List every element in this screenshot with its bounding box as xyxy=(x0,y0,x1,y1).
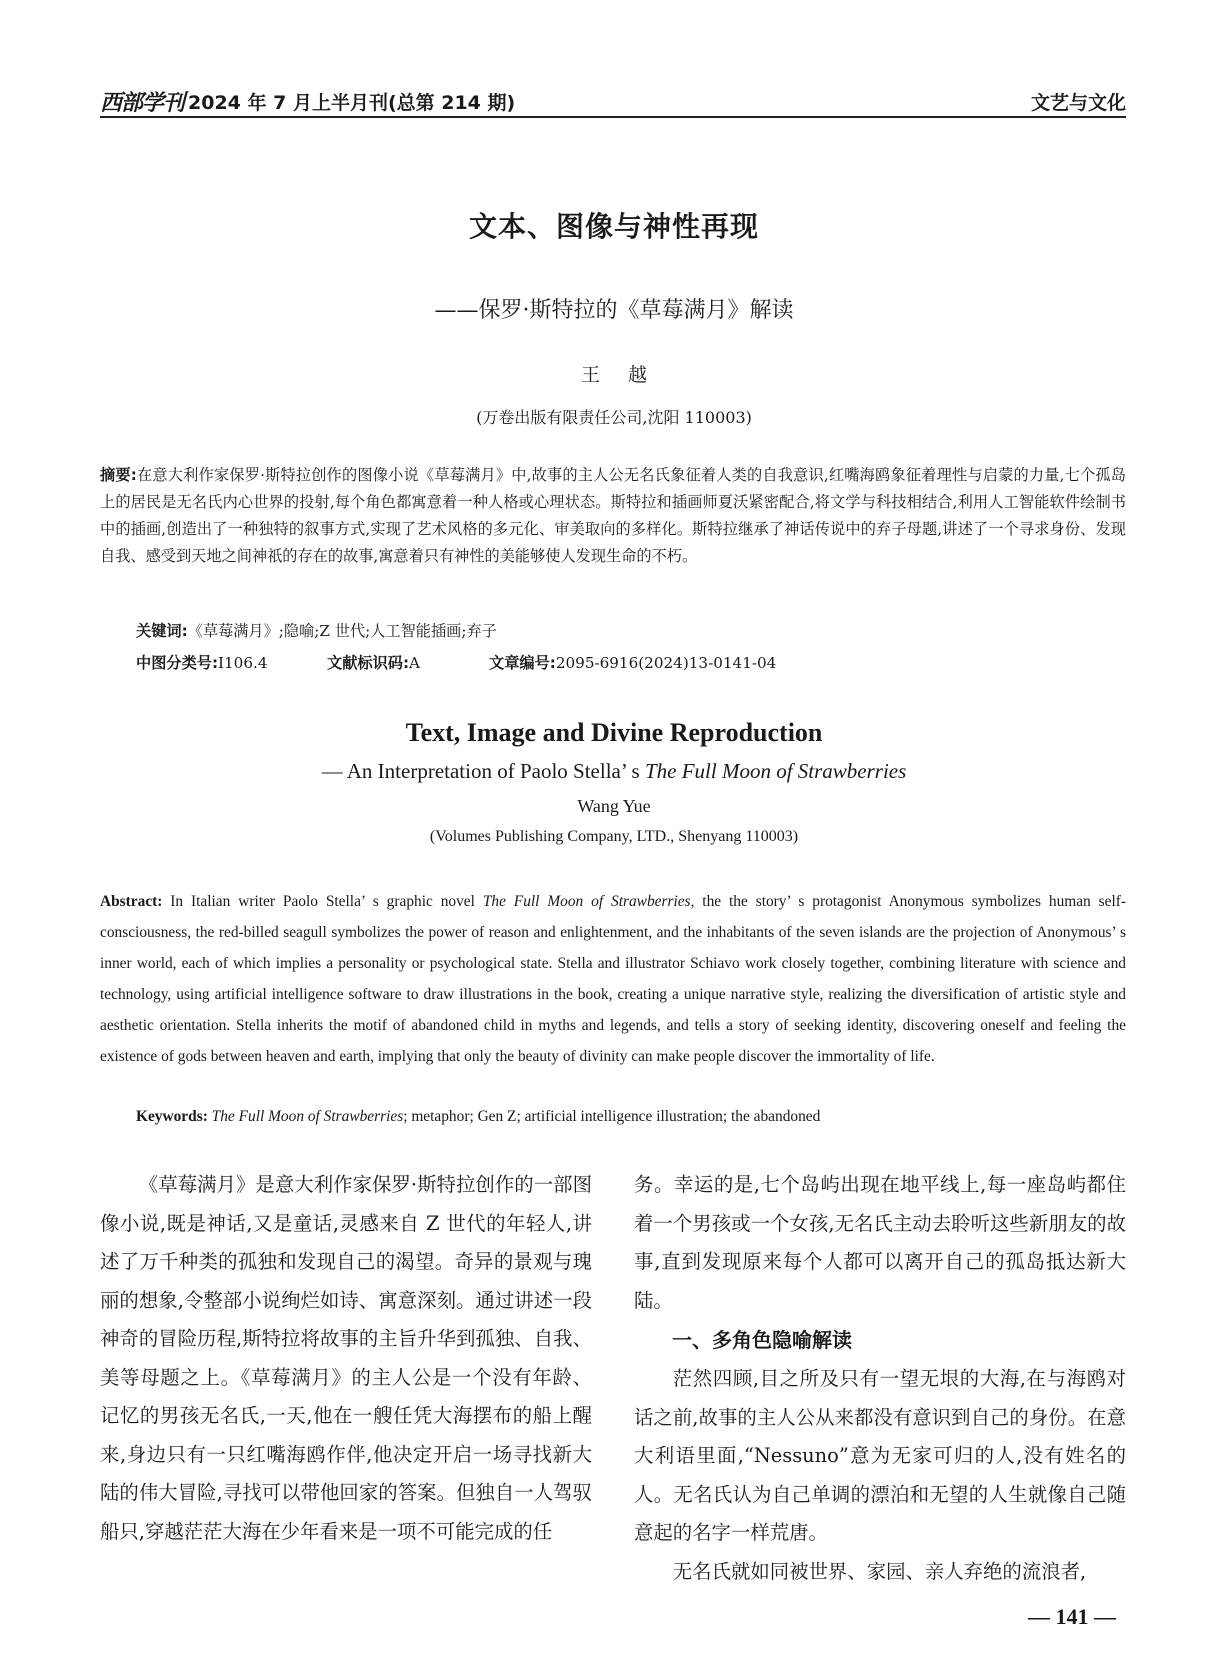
body-paragraph: 务。幸运的是,七个岛屿出现在地平线上,每一座岛屿都住着一个男孩或一个女孩,无名氏主动去聆听这些新朋友的故事,直到发现原来每个人都可以离开自己的孤岛抵达新大陆。 xyxy=(634,1173,1126,1312)
abstract-text: 在意大利作家保罗·斯特拉创作的图像小说《草莓满月》中,故事的主人公无名氏象征着人类的自我意识,红嘴海鸥象征着理性与启蒙的力量,七个孤岛上的居民是无名氏内心世界的投射,每个角色都寓意着一种人格或心理状态。斯特拉和插画师夏沃紧密配合,将文学与科技相结合,利用人工智能软件绘制书中的插画,创造出了一种独特的叙事方式,实现了艺术风格的多元化、审美取向的多样化。斯特拉继承了神话传说中的弃子母题,讲述了一个寻求身份、发现自我、感受到天地之间神祇的存在的故事,寓意着只有神性的美能够使人发现生命的不朽。 xyxy=(100,466,1126,565)
clc-label: 中图分类号: xyxy=(136,654,219,672)
doc-label: 文献标识码: xyxy=(327,654,410,672)
issue-info: 2024 年 7 月上半月刊(总第 214 期) xyxy=(188,92,516,114)
abstract-english-book-title: The Full Moon of Strawberries xyxy=(482,893,691,910)
abstract-label: 摘要: xyxy=(100,466,137,484)
doc-value: A xyxy=(409,654,420,672)
clc-number xyxy=(136,652,268,673)
running-header xyxy=(100,84,1126,118)
article-value: 2095-6916(2024)13-0141-04 xyxy=(555,654,777,672)
keywords-chinese xyxy=(136,620,497,641)
keywords-english-text: ; metaphor; Gen Z; artificial intelligence illustration; the abandoned xyxy=(403,1108,821,1125)
keywords-text: 《草莓满月》;隐喻;Z 世代;人工智能插画;弃子 xyxy=(187,622,497,640)
body-paragraph: 茫然四顾,目之所及只有一望无垠的大海,在与海鸥对话之前,故事的主人公从来都没有意识到自己的身份。在意大利语里面,“Nessuno”意为无家可归的人,没有姓名的人。无名氏认为自己单调的漂泊和无望的人生就像自己随意起的名字一样荒唐。 xyxy=(634,1367,1126,1544)
article-number xyxy=(489,652,776,673)
clc-value: I106.4 xyxy=(218,654,268,672)
subtitle-english-book-title: The Full Moon of Strawberries xyxy=(644,759,907,783)
abstract-english xyxy=(100,886,1126,1072)
keywords-english-label: Keywords: xyxy=(136,1108,208,1125)
section-heading: 一、多角色隐喻解读 xyxy=(672,1328,852,1352)
abstract-english-text-1: In Italian writer Paolo Stella’ s graphic novel xyxy=(162,893,483,910)
document-code xyxy=(327,652,420,673)
journal-logo: 西部学刊 xyxy=(100,90,185,116)
abstract-chinese xyxy=(100,462,1126,570)
body-paragraph: 《草莓满月》是意大利作家保罗·斯特拉创作的一部图像小说,既是神话,又是童话,灵感来自 Z 世代的年轻人,讲述了万千种类的孤独和发现自己的渴望。奇异的景观与瑰丽的想象,令整部小说绚烂如诗、寓意深刻。通过讲述一段神奇的冒险历程,斯特拉将故事的主旨升华到孤独、自我、美等母题之上。《草莓满月》的主人公是一个没有年龄、记忆的男孩无名氏,一天,他在一艘任凭大海摆布的船上醒来,身边只有一只红嘴海鸥作伴,他决定开启一场寻找新大陆的伟大冒险,寻找可以带他回家的答案。但独自一人驾驭船只,穿越茫茫大海在少年看来是一项不可能完成的任 xyxy=(100,1173,592,1543)
affiliation-chinese: (万卷出版有限责任公司,沈阳 110003) xyxy=(476,408,752,427)
keywords-label: 关键词: xyxy=(136,622,188,640)
subtitle-english-prefix: — An Interpretation of Paolo Stella’ s xyxy=(321,759,645,783)
abstract-english-text-2: , the the story’ s protagonist Anonymous symbolizes human self-consciousness, the red-billed seagull symbolizes the power of reason and enlightenment, and the inhabitants of the seven islands are the projection of Anonymous’ s inner world, each of which implies a personality or psychological state. Stella and illustrator Schiavo work closely together, combining literature with science and technology, using artificial intelligence software to draw illustrations in the book, creating a unique narrative style, realizing the diversification of artistic style and aesthetic orientation. Stella inherits the motif of abandoned child in myths and legends, and tells a story of seeking identity, discovering oneself and feeling the existence of gods between heaven and earth, implying that only the beauty of divinity can make people discover the immortality of life. xyxy=(100,893,1127,1065)
subtitle-chinese: ——保罗·斯特拉的《草莓满月》解读 xyxy=(434,298,794,323)
page-number: — 141 — xyxy=(1028,1604,1116,1629)
keywords-english-book-title: The Full Moon of Strawberries xyxy=(207,1108,404,1125)
body-column-left xyxy=(100,1166,592,1551)
subtitle-english xyxy=(0,759,1228,784)
title-english: Text, Image and Divine Reproduction xyxy=(405,718,823,747)
section-name: 文艺与文化 xyxy=(1030,92,1126,114)
author-chinese: 王越 xyxy=(580,364,675,386)
body-paragraph: 无名氏就如同被世界、家园、亲人弃绝的流浪者, xyxy=(672,1559,1087,1583)
author-english: Wang Yue xyxy=(577,796,651,816)
abstract-english-label: Abstract: xyxy=(100,893,163,910)
keywords-english xyxy=(136,1108,820,1126)
article-label: 文章编号: xyxy=(489,654,556,672)
body-column-right xyxy=(634,1166,1126,1591)
title-chinese: 文本、图像与神性再现 xyxy=(468,210,759,243)
affiliation-english: (Volumes Publishing Company, LTD., Shenyang 110003) xyxy=(429,828,799,845)
